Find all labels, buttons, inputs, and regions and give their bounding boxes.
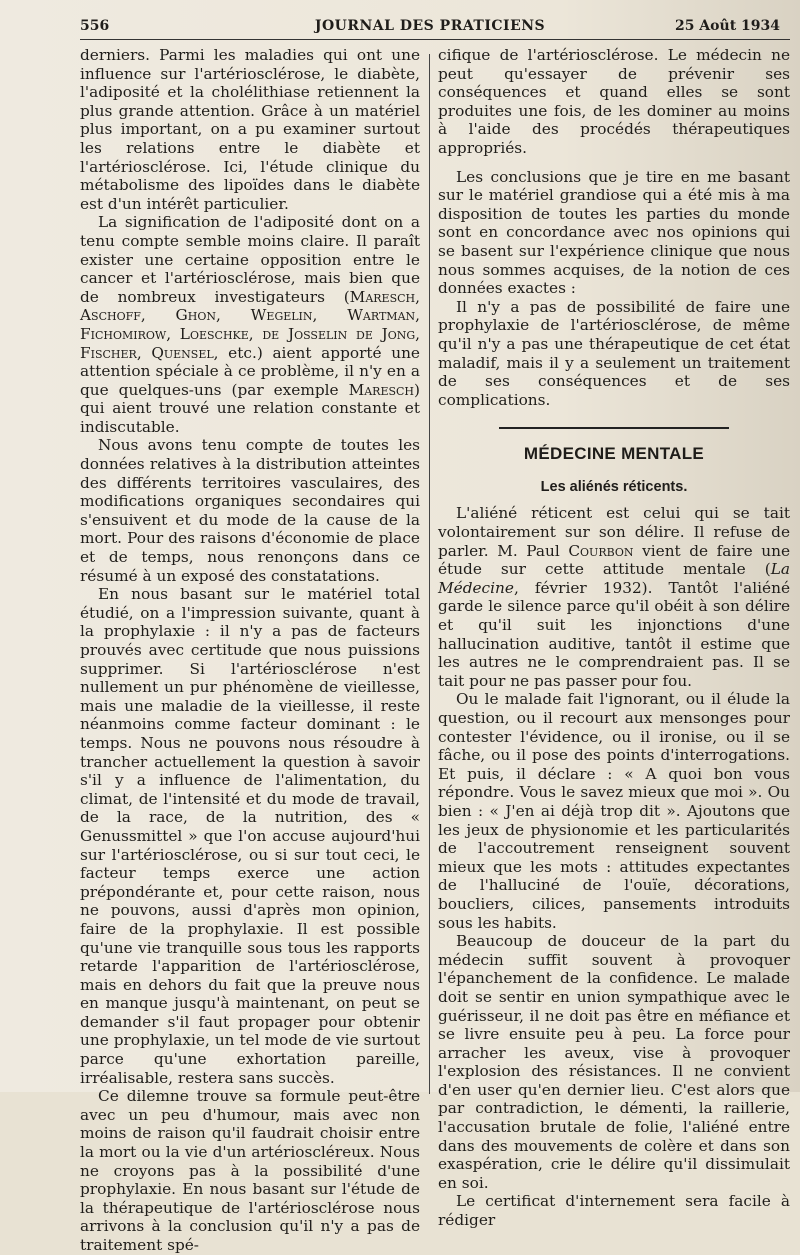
paragraph: Il n'y a pas de possibilité de faire une prophylaxie de l'artériosclérose, de même qu'il n'y a pas une thérapeutique de cet état maladif, mais il y a seulement un traitement de ses conséquences et de ses complications. <box>438 297 790 409</box>
paragraph <box>80 213 420 436</box>
paragraph: Nous avons tenu compte de toutes les données relatives à la distribution atteintes des différents territoires vasculaires, des modifications organiques secondaires qui s'ensuivent et du mode de la cause de la mort. Pour des raisons d'économie de place et de temps, nous renonçons dans ce résumé à un exposé des constatations. <box>80 436 420 585</box>
paragraph: Les conclusions que je tire en me basant sur le matériel grandiose qui a été mis à ma disposition de toutes les parties du monde sont en concordance avec nos opinions qui se basent sur l'expérience clinique que nous nous sommes acquises, de la notion de ces données exactes : <box>438 167 790 298</box>
text-run: , etc.) aient apporté une attention spéciale à ce problème, il n'y en a que quelques-uns (par exemple <box>80 343 420 399</box>
paragraph <box>438 504 790 690</box>
right-column <box>438 46 790 1230</box>
text-run: L'aliéné réticent est celui qui se tait volontairement sur son délire. Il refuse de parler. M. Paul <box>438 504 790 560</box>
section-divider <box>499 427 729 429</box>
left-column <box>80 46 420 1255</box>
paragraph: Le certificat d'internement sera facile à rédiger <box>438 1192 790 1230</box>
text-run: , février 1932). Tantôt l'aliéné garde le silence parce qu'il obéit à son délire et qu'il suit les injonctions d'une hallucination auditive, tantôt il estime que les autres ne le comprendraient pas. Il se tait pour ne pas passer pour fou. <box>438 578 790 690</box>
header-rule <box>80 39 790 40</box>
paragraph: Beaucoup de douceur de la part du médecin suffit souvent à provoquer l'épanchement de la confidence. Le malade doit se sentir en union sympathique avec le guérisseur, il ne doit pas être en méfiance et se livre ensuite peu à peu. La force pour arracher les aveux, vise à provoquer l'explosion des résistances. Il ne convient d'en user qu'en dernier lieu. C'est alors que par contradiction, le démenti, la raillerie, l'accusation brutale de folie, l'aliéné entre dans des mouvements de colère et dans son exaspération, crie le délire qu'il dissimulait en soi. <box>438 932 790 1192</box>
section-title: MÉDECINE MENTALE <box>523 444 705 464</box>
issue-date: 25 Août 1934 <box>674 18 780 34</box>
text-run: La signification de l'adiposité dont on a tenu compte semble moins claire. Il paraît exister une certaine opposition entre le cancer et l'artériosclérose, mais bien que de nombreux investigateurs ( <box>80 213 420 306</box>
paragraph: Ou le malade fait l'ignorant, ou il élude la question, ou il recourt aux mensonges pour contester l'évidence, ou il ironise, ou il se fâche, ou il pose des points d'interrogations. Et puis, il déclare : « A quoi bon vous répondre. Vous le savez mieux que moi ». Ou bien : « J'en ai déjà trop dit ». Ajoutons que les jeux de physionomie et les particularités de l'accoutrement renseignent souvent mieux que les mots : attitudes expectantes de l'halluciné de l'ouïe, décorations, boucliers, cilices, pansements introduits sous les habits. <box>438 690 790 932</box>
page-header <box>80 12 780 38</box>
paragraph: En nous basant sur le matériel total étudié, on a l'impression suivante, quant à la prophylaxie : il n'y a pas de facteurs prouvés avec certitude que nous puissions supprimer. Si l'artériosclérose n'est nullement un pur phénomène de vieillesse, mais une maladie de la vieillesse, il reste néanmoins comme facteur dominant : le temps. Nous ne pouvons nous résoudre à trancher actuellement la question à savoir s'il y a influence de l'alimentation, du climat, de l'intensité et du mode de travail, de la race, de la nutrition, des « Genussmittel » que l'on accuse aujourd'hui sur l'artériosclérose, ou si sur tout ceci, le facteur temps exerce une action prépondérante et, pour cette raison, nous ne pouvons, aussi d'après mon opinion, faire de la prophylaxie. Il est possible qu'une vie tranquille sous tous les rapports retarde l'apparition de l'artériosclérose, mais en dehors du fait que la preuve nous en manque jusqu'à maintenant, on peut se demander s'il faut propager pour obtenir une prophylaxie, un tel mode de vie surtout parce qu'une exhortation pareille, irréalisable, restera sans succès. <box>80 585 420 1087</box>
article-subtitle: Les aliénés réticents. <box>540 478 688 495</box>
journal-title: JOURNAL DES PRATICIENS <box>314 18 546 34</box>
paragraph-gap <box>438 158 790 168</box>
paragraph: derniers. Parmi les maladies qui ont une influence sur l'artériosclérose, le diabète, l'adiposité et la cholélithiase retiennent la plus grande attention. Grâce à un matériel plus important, on a pu examiner surtout les relations entre le diabète et l'artériosclérose. Ici, l'étude clinique du métabolisme des lipoïdes dans le diabète est d'un intérêt particulier. <box>80 46 420 213</box>
paragraph: Ce dilemne trouve sa formule peut-être avec un peu d'humour, mais avec non moins de raison qu'il faudrait choisir entre la mort ou la vie d'un artérioscléreux. Nous ne croyons pas à la possibilité d'une prophylaxie. En nous basant sur l'étude de la thérapeutique de l'artériosclérose nous arrivons à la conclusion qu'il n'y a pas de traitement spé- <box>80 1087 420 1254</box>
journal-name: La Médecine <box>438 560 790 597</box>
paragraph: cifique de l'artériosclérose. Le médecin ne peut qu'essayer de prévenir ses conséquences et quand elles se sont produites une fois, de les dominer au moins à l'aide des procédés thérapeutiques appropriés. <box>438 46 790 157</box>
author-list: Maresch, Aschoff, Ghon, Wegelin, Wartman, Fichomirow, Loeschke, de Josselin de Jong, Fischer, Quensel <box>80 287 420 362</box>
page-number: 556 <box>80 18 110 34</box>
author-name: Courbon <box>568 541 634 560</box>
text-run: ) qui aient trouvé une relation constante et indiscutable. <box>80 380 420 436</box>
column-divider <box>429 54 430 1094</box>
author-name: Maresch <box>348 380 415 399</box>
text-run: vient de faire une étude sur cette attitude mentale ( <box>438 541 790 579</box>
